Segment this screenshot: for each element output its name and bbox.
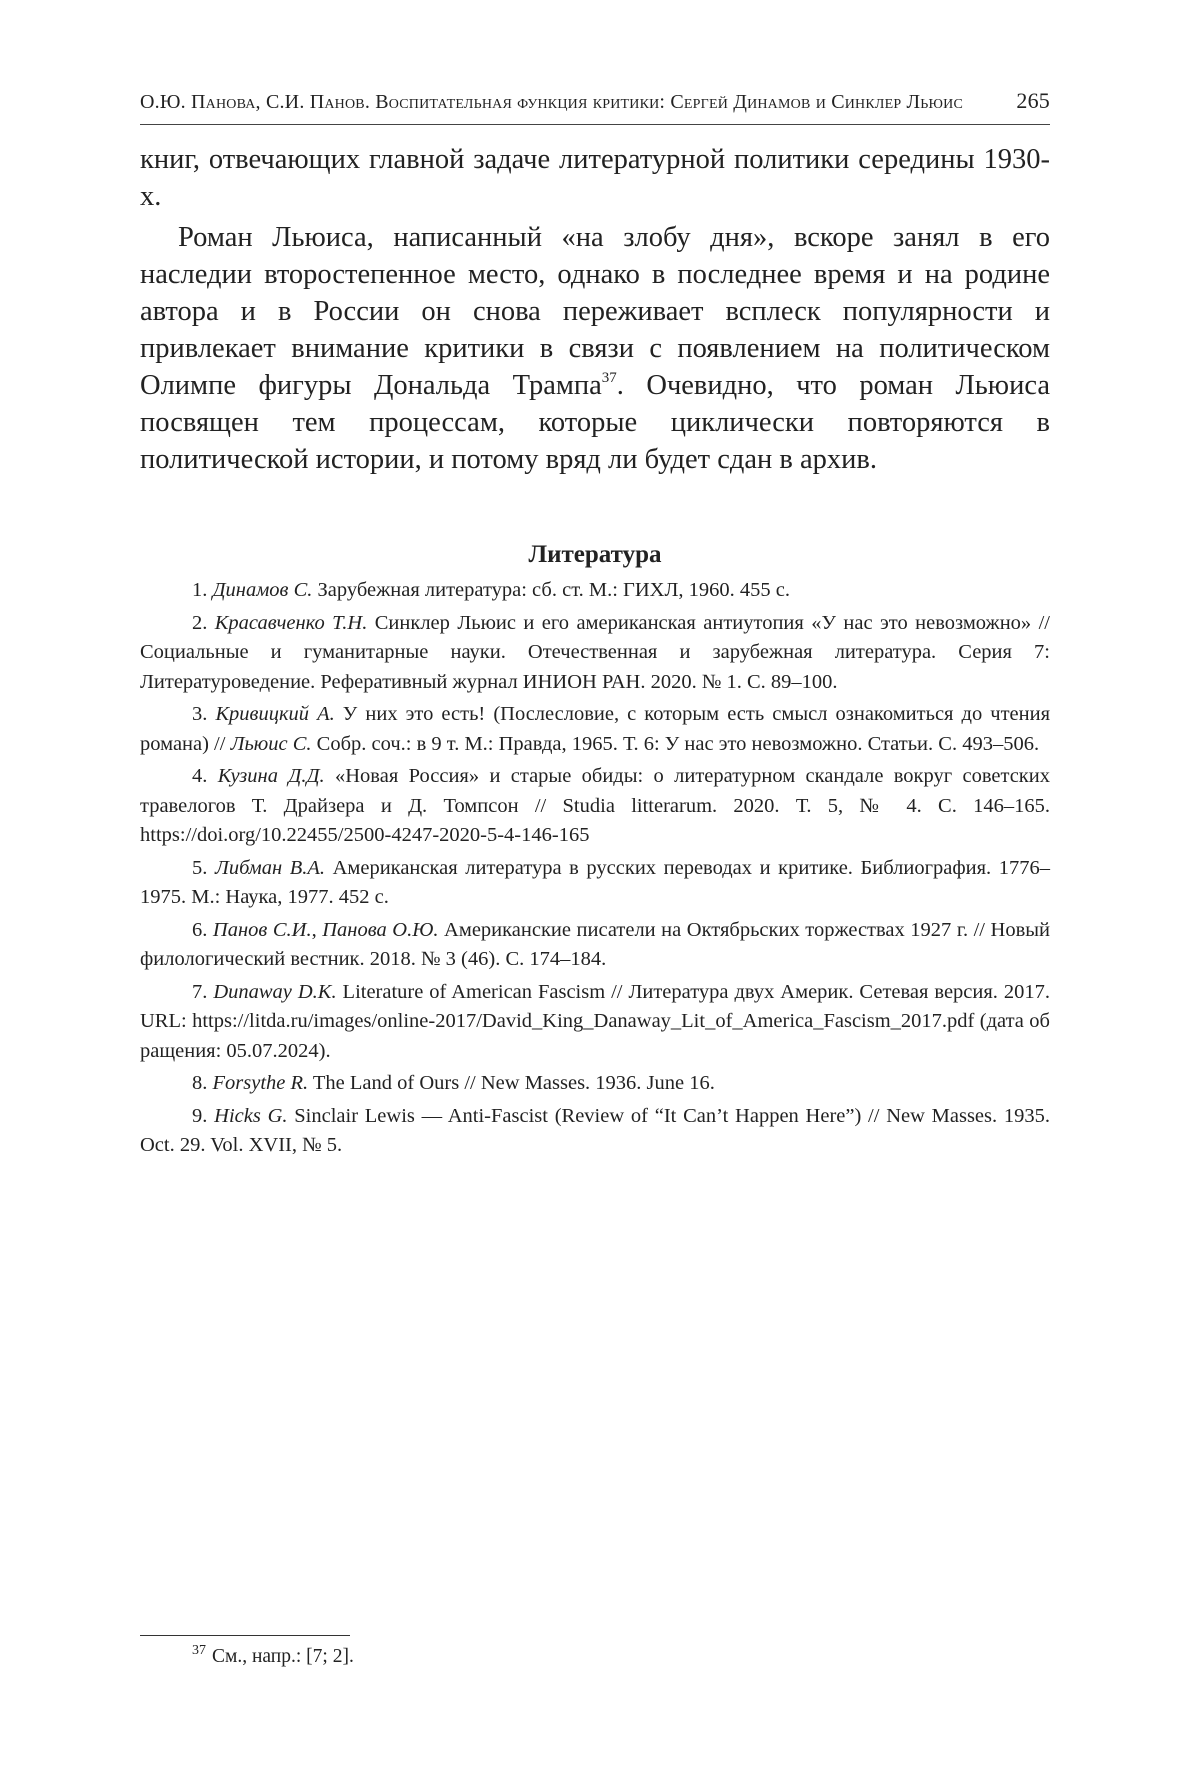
page-number: 265 — [1016, 88, 1050, 113]
footnote-reference[interactable]: 37 — [601, 370, 617, 386]
paragraph-2 — [140, 219, 1050, 478]
reference-text: , — [311, 918, 323, 941]
reference-text: У них это есть! (Послесловие, с которым есть смысл ознакомиться до чтения романа) // — [140, 703, 1051, 755]
reference-number: 9. — [192, 1104, 208, 1127]
reference-item — [140, 1102, 1050, 1161]
reference-author: Кузина Д.Д. — [217, 765, 325, 787]
reference-item — [140, 978, 1050, 1067]
reference-item — [140, 1069, 1050, 1099]
reference-text: Зарубежная литература: сб. ст. М.: ГИХЛ, 1960. 455 с. — [312, 579, 790, 601]
references-heading: Литература — [528, 541, 662, 568]
paragraph-2-part-b: . Очевидно, что роман Льюиса посвящен тем процессам, которые циклически повторяются в политической истории, и потому вряд ли будет сдан в архив. — [140, 370, 1050, 475]
reference-author: Либман В.А. — [214, 856, 325, 879]
reference-text: The Land of Ours // New Masses. 1936. June 16. — [308, 1072, 715, 1094]
reference-number: 2. — [192, 611, 208, 634]
reference-number: 8. — [192, 1072, 208, 1094]
footnote-text: См., напр.: [7; 2]. — [212, 1646, 354, 1667]
footnotes — [140, 1635, 1050, 1670]
running-head-article-title: Воспитательная функция критики: Сергей Динамов и Синклер Льюис — [375, 91, 963, 113]
running-head-title — [140, 91, 963, 114]
reference-number: 4. — [192, 765, 208, 787]
reference-text-2: Американские писатели на Октябрьских торжествах 1927 г. // Новый филологический вестник. 2018. № 3 (46). С. 174–184. — [140, 918, 1051, 970]
reference-item — [140, 762, 1050, 851]
running-head — [140, 88, 1050, 125]
reference-author: Панов С.И. — [212, 918, 312, 941]
running-head-authors: О.Ю. Панова, С.И. Панов. — [140, 91, 371, 113]
body-text — [140, 141, 1050, 478]
reference-number: 7. — [192, 980, 208, 1003]
paragraph-2-part-a: Роман Льюиса, написанный «на злобу дня», вскоре занял в его наследии второстепенное место, однако в последнее время и на родине автора и в России он снова переживает всплеск популярности и привлекает внимание критики в связи с появлением на политическом Олимпе фигуры Дональда Трампа — [140, 222, 1050, 401]
reference-author: Dunaway D.K. — [213, 980, 337, 1003]
reference-author: Кривицкий А. — [215, 703, 335, 725]
reference-item — [140, 854, 1050, 913]
references-list — [140, 576, 1050, 1161]
reference-number: 5. — [192, 856, 208, 879]
reference-author-2: Панова О.Ю. — [322, 918, 439, 941]
footnote-divider — [140, 1635, 350, 1636]
reference-author: Красавченко Т.Н. — [214, 611, 368, 634]
footnote-marker: 37 — [192, 1643, 206, 1658]
reference-text: «Новая Россия» и старые обиды: о литературном скандале вокруг советских травелогов Т. Драйзера и Д. Томпсон // Studia litterarum. 2020. Т. 5, № 4. С. 146–165. https://doi.org/10.22455/2500-4247-2020-5-4-146-165 — [140, 765, 1050, 846]
reference-number: 6. — [192, 918, 208, 941]
reference-text: Sinclair Lewis — Anti-Fascist (Review of “It Can’t Happen Here”) // New Masses. 1935. Oct. 29. Vol. XVII, № 5. — [140, 1104, 1051, 1156]
reference-text: Американская литература в русских переводах и критике. Библиография. 1776–1975. М.: Наука, 1977. 452 с. — [140, 856, 1050, 908]
paragraph-1: книг, отвечающих главной задаче литературной политики середины 1930-х. — [140, 144, 1050, 212]
footnote — [140, 1644, 1050, 1670]
reference-author: Forsythe R. — [212, 1072, 309, 1094]
page-content — [140, 88, 1050, 1164]
reference-text-2: Собр. соч.: в 9 т. М.: Правда, 1965. Т. 6: У нас это невозможно. Статьи. С. 493–506. — [311, 732, 1040, 755]
reference-number: 1. — [192, 579, 208, 601]
reference-author: Динамов С. — [212, 579, 313, 601]
reference-text: Literature of American Fascism // Литература двух Америк. Сетевая версия. 2017. URL: https://litda.ru/images/online-2017/David_King_Danaway_Lit_of_America_Fascism_2017.pdf (дата обращения: 05.07.2024). — [140, 980, 1051, 1062]
reference-author-2: Льюис С. — [230, 732, 312, 755]
reference-item — [140, 609, 1050, 698]
reference-number: 3. — [192, 703, 208, 725]
reference-item — [140, 700, 1050, 759]
reference-author: Hicks G. — [214, 1104, 288, 1127]
reference-text: Синклер Льюис и его американская антиутопия «У нас это невозможно» // Социальные и гуманитарные науки. Отечественная и зарубежная литература. Серия 7: Литературоведение. Реферативный журнал ИНИОН РАН. 2020. № 1. С. 89–100. — [140, 611, 1050, 693]
reference-item — [140, 916, 1050, 975]
reference-item — [140, 576, 1050, 606]
